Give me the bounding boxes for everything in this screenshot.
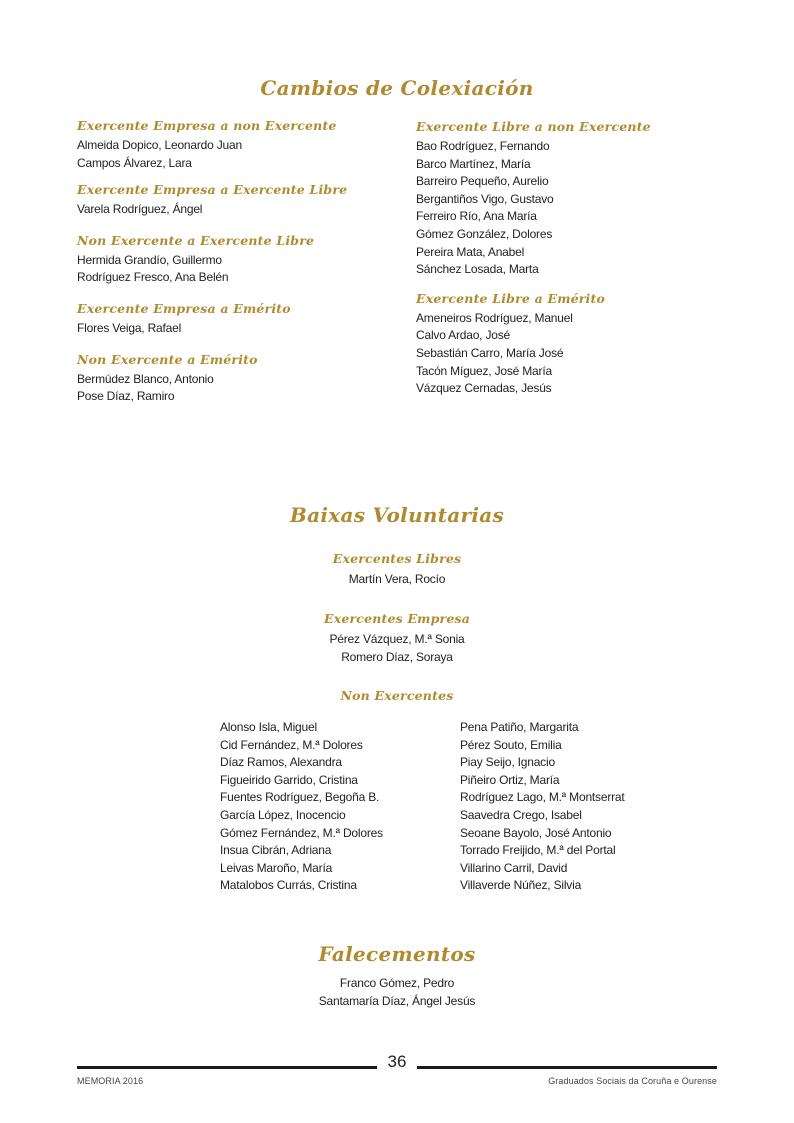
section-heading: Non Exercentes [340,688,454,703]
list-item: Bao Rodríguez, Fernando [416,139,550,153]
list-item: Ameneiros Rodríguez, Manuel [416,310,573,325]
list-item: Hermida Grandío, Guillermo [77,252,222,267]
list-item: Santamaría Díaz, Ángel Jesús [318,993,476,1008]
list-item: Pérez Vázquez, M.ª Sonia [329,632,465,646]
group-heading: Exercente Empresa a Exercente Libre [77,182,348,198]
list-item: Flores Veiga, Rafael [77,320,182,335]
list-item: Campos Álvarez, Lara [77,155,192,170]
list-item: Figueirido Garrido, Cristina [220,772,358,787]
list-item: Varela Rodríguez, Ángel [77,202,203,217]
list-item: García López, Inocencio [220,807,346,822]
list-item: Pena Patiño, Margarita [460,720,579,734]
footer-rule-left [77,1066,377,1069]
list-item: Vázquez Cernadas, Jesús [416,381,552,396]
list-item: Barco Martínez, María [416,156,531,171]
list-item: Saavedra Crego, Isabel [460,807,582,822]
list-item: Villarino Carril, David [460,860,568,875]
cambios-left-column [77,118,377,416]
list-item: Torrado Freijido, M.ª del Portal [460,843,616,858]
list-item: Bermúdez Blanco, Antonio [77,371,214,386]
list-item: Gómez Fernández, M.ª Dolores [220,825,383,840]
group-heading: Non Exercente a Emérito [77,351,258,367]
baixas-title: Baixas Voluntarias [289,503,505,527]
list-item: Alonso Isla, Miguel [220,720,317,734]
section-heading: Exercentes Empresa [323,611,471,626]
list-item: Barreiro Pequeño, Aurelio [416,174,549,189]
baixas-empresa-section [0,611,794,666]
group-libre-emerito [416,291,736,398]
list-item: Piay Seijo, Ignacio [460,755,555,770]
list-item: Villaverde Núñez, Silvia [460,878,582,893]
list-item: Pereira Mata, Anabel [416,244,525,259]
list-item: Sánchez Losada, Marta [416,262,539,277]
list-item: Calvo Ardao, José [416,328,510,343]
falecementos-list [0,975,794,1010]
footer-rule-right [417,1066,717,1069]
list-item: Pose Díaz, Ramiro [77,389,175,404]
section-heading: Exercentes Libres [332,551,462,566]
footer-right-text: Graduados Sociais da Coruña e Ourense [548,1076,717,1086]
group-heading: Exercente Empresa a non Exercente [77,118,337,133]
baixas-non-left-column [220,719,450,895]
list-item: Díaz Ramos, Alexandra [220,755,342,770]
group-heading: Exercente Empresa a Emérito [77,300,291,316]
group-empresa-non [77,118,377,172]
cambios-right-column [416,119,736,408]
list-item: Piñeiro Ortiz, María [460,772,560,787]
list-item: Pérez Souto, Emilia [460,737,562,752]
group-non-libre [77,233,377,287]
list-item: Rodríguez Fresco, Ana Belén [77,270,229,285]
page-number: 36 [387,1052,407,1071]
list-item: Bergantiños Vigo, Gustavo [416,191,554,206]
list-item: Franco Gómez, Pedro [339,976,455,990]
list-item: Romero Díaz, Soraya [341,649,453,664]
baixas-non-heading-wrap [0,688,794,704]
group-empresa-libre [77,182,377,219]
list-item: Almeida Dopico, Leonardo Juan [77,138,242,152]
list-item: Ferreiro Río, Ana María [416,209,537,224]
list-item: Martín Vera, Rocío [348,572,446,586]
baixas-non-right-column [460,719,710,895]
list-item: Fuentes Rodríguez, Begoña B. [220,790,380,805]
falecementos-title: Falecementos [318,942,476,966]
list-item: Insua Cibrán, Adriana [220,843,332,858]
footer-left-text: MEMORIA 2016 [77,1076,144,1086]
list-item: Tacón Míguez, José María [416,363,552,378]
group-empresa-emerito [77,301,377,338]
list-item: Leivas Maroño, María [220,860,333,875]
group-non-emerito [77,352,377,406]
list-item: Sebastián Carro, María José [416,345,564,360]
list-item: Rodríguez Lago, M.ª Montserrat [460,790,625,805]
group-heading: Non Exercente a Exercente Libre [77,232,315,248]
list-item: Matalobos Currás, Cristina [220,878,357,893]
cambios-title: Cambios de Colexiación [260,76,534,100]
list-item: Gómez González, Dolores [416,226,553,241]
list-item: Cid Fernández, M.ª Dolores [220,737,363,752]
list-item: Seoane Bayolo, José Antonio [460,825,612,840]
baixas-libres-section [0,551,794,589]
group-heading: Exercente Libre a Emérito [416,290,606,306]
group-heading: Exercente Libre a non Exercente [416,119,651,134]
group-libre-non [416,119,736,279]
